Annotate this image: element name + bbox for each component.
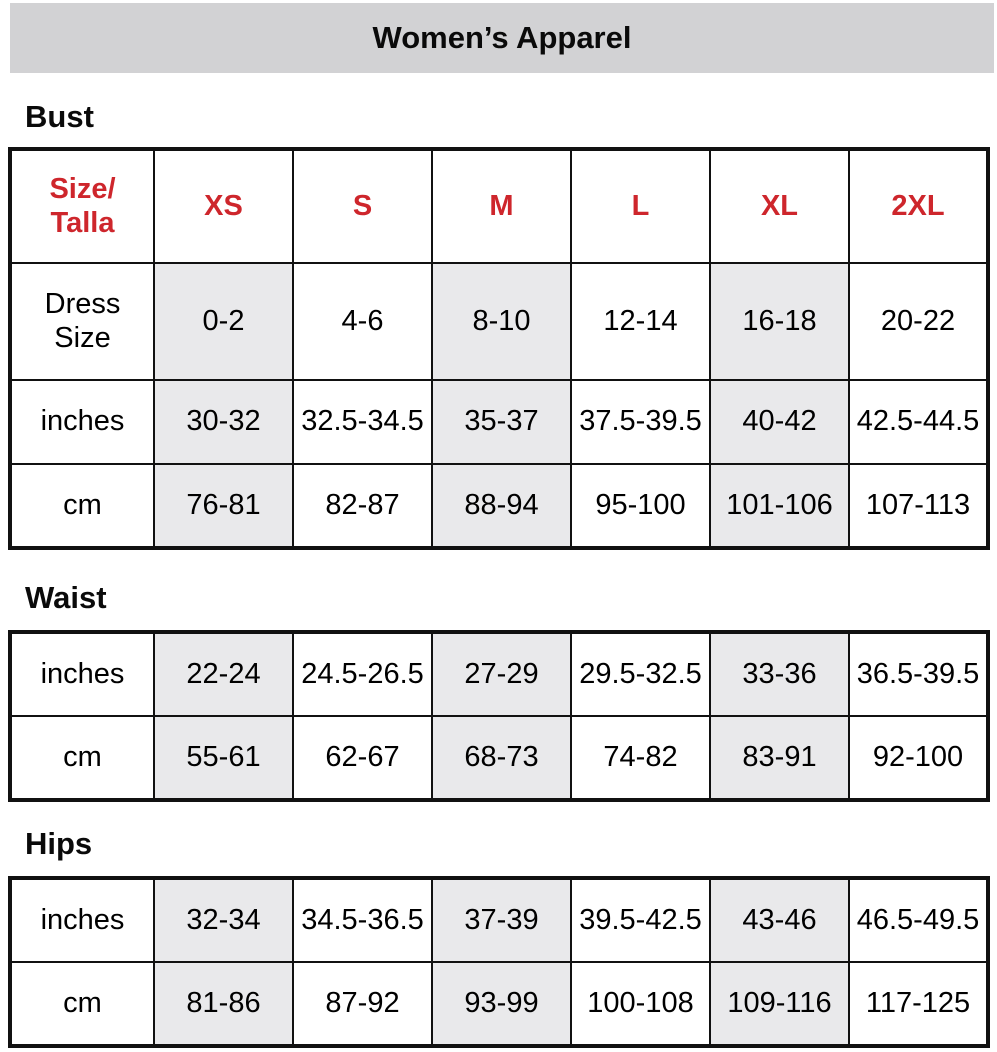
bust-header-row <box>10 149 988 263</box>
waist-cm-m-cell: 68-73 <box>432 716 571 800</box>
bust-inches-xs-cell: 30-32 <box>154 380 293 464</box>
waist-inches-row-label: inches <box>10 632 154 716</box>
bust-cm-xs-cell: 76-81 <box>154 464 293 548</box>
waist-inches-2xl-cell: 36.5-39.5 <box>849 632 988 716</box>
hips-cm-s-cell: 87-92 <box>293 962 432 1046</box>
bust-inches-xl-cell: 40-42 <box>710 380 849 464</box>
hips-inches-m-cell: 37-39 <box>432 878 571 962</box>
page-title: Women’s Apparel <box>372 20 632 55</box>
waist-inches-row <box>10 632 988 716</box>
size-header-2xl: 2XL <box>849 149 988 263</box>
bust-inches-m-cell: 35-37 <box>432 380 571 464</box>
hips-cm-2xl-cell: 117-125 <box>849 962 988 1046</box>
bust-cm-m-cell: 88-94 <box>432 464 571 548</box>
hips-inches-xs-cell: 32-34 <box>154 878 293 962</box>
size-header-l: L <box>571 149 710 263</box>
waist-cm-l-cell: 74-82 <box>571 716 710 800</box>
waist-cm-2xl-cell: 92-100 <box>849 716 988 800</box>
size-label-line1: Size/ <box>49 173 116 206</box>
waist-cm-s-cell: 62-67 <box>293 716 432 800</box>
bust-size-table <box>8 147 990 550</box>
size-label-line2: Talla <box>50 206 115 239</box>
bust-inches-row <box>10 380 988 464</box>
bust-dress-size-row <box>10 263 988 380</box>
bust-inches-2xl-cell: 42.5-44.5 <box>849 380 988 464</box>
waist-inches-l-cell: 29.5-32.5 <box>571 632 710 716</box>
bust-dress-l-cell: 12-14 <box>571 263 710 380</box>
hips-cm-m-cell: 93-99 <box>432 962 571 1046</box>
hips-cm-xs-cell: 81-86 <box>154 962 293 1046</box>
waist-size-table <box>8 630 990 802</box>
hips-cm-row <box>10 962 988 1046</box>
waist-inches-xs-cell: 22-24 <box>154 632 293 716</box>
bust-section-heading: Bust <box>25 99 94 134</box>
hips-cm-xl-cell: 109-116 <box>710 962 849 1046</box>
hips-inches-2xl-cell: 46.5-49.5 <box>849 878 988 962</box>
bust-inches-s-cell: 32.5-34.5 <box>293 380 432 464</box>
hips-cm-row-label: cm <box>10 962 154 1046</box>
waist-cm-xl-cell: 83-91 <box>710 716 849 800</box>
hips-inches-l-cell: 39.5-42.5 <box>571 878 710 962</box>
hips-inches-xl-cell: 43-46 <box>710 878 849 962</box>
hips-inches-row-label: inches <box>10 878 154 962</box>
size-header-s: S <box>293 149 432 263</box>
bust-dress-m-cell: 8-10 <box>432 263 571 380</box>
dress-size-row-label <box>10 263 154 380</box>
bust-dress-xl-cell: 16-18 <box>710 263 849 380</box>
size-header-xl: XL <box>710 149 849 263</box>
dress-size-label-line1: Dress <box>44 288 121 321</box>
size-talla-corner-cell <box>10 149 154 263</box>
waist-cm-row <box>10 716 988 800</box>
size-header-m: M <box>432 149 571 263</box>
hips-inches-row <box>10 878 988 962</box>
bust-inches-row-label: inches <box>10 380 154 464</box>
bust-dress-s-cell: 4-6 <box>293 263 432 380</box>
bust-cm-row <box>10 464 988 548</box>
waist-section-heading: Waist <box>25 580 107 615</box>
bust-dress-xs-cell: 0-2 <box>154 263 293 380</box>
waist-inches-xl-cell: 33-36 <box>710 632 849 716</box>
waist-inches-s-cell: 24.5-26.5 <box>293 632 432 716</box>
bust-cm-xl-cell: 101-106 <box>710 464 849 548</box>
hips-inches-s-cell: 34.5-36.5 <box>293 878 432 962</box>
bust-cm-l-cell: 95-100 <box>571 464 710 548</box>
waist-inches-m-cell: 27-29 <box>432 632 571 716</box>
bust-inches-l-cell: 37.5-39.5 <box>571 380 710 464</box>
title-bar <box>10 3 994 73</box>
waist-cm-xs-cell: 55-61 <box>154 716 293 800</box>
hips-section-heading: Hips <box>25 826 93 861</box>
bust-cm-2xl-cell: 107-113 <box>849 464 988 548</box>
waist-cm-row-label: cm <box>10 716 154 800</box>
hips-cm-l-cell: 100-108 <box>571 962 710 1046</box>
bust-cm-s-cell: 82-87 <box>293 464 432 548</box>
dress-size-label-line2: Size <box>54 321 111 354</box>
bust-dress-2xl-cell: 20-22 <box>849 263 988 380</box>
hips-size-table <box>8 876 990 1048</box>
bust-cm-row-label: cm <box>10 464 154 548</box>
size-header-xs: XS <box>154 149 293 263</box>
